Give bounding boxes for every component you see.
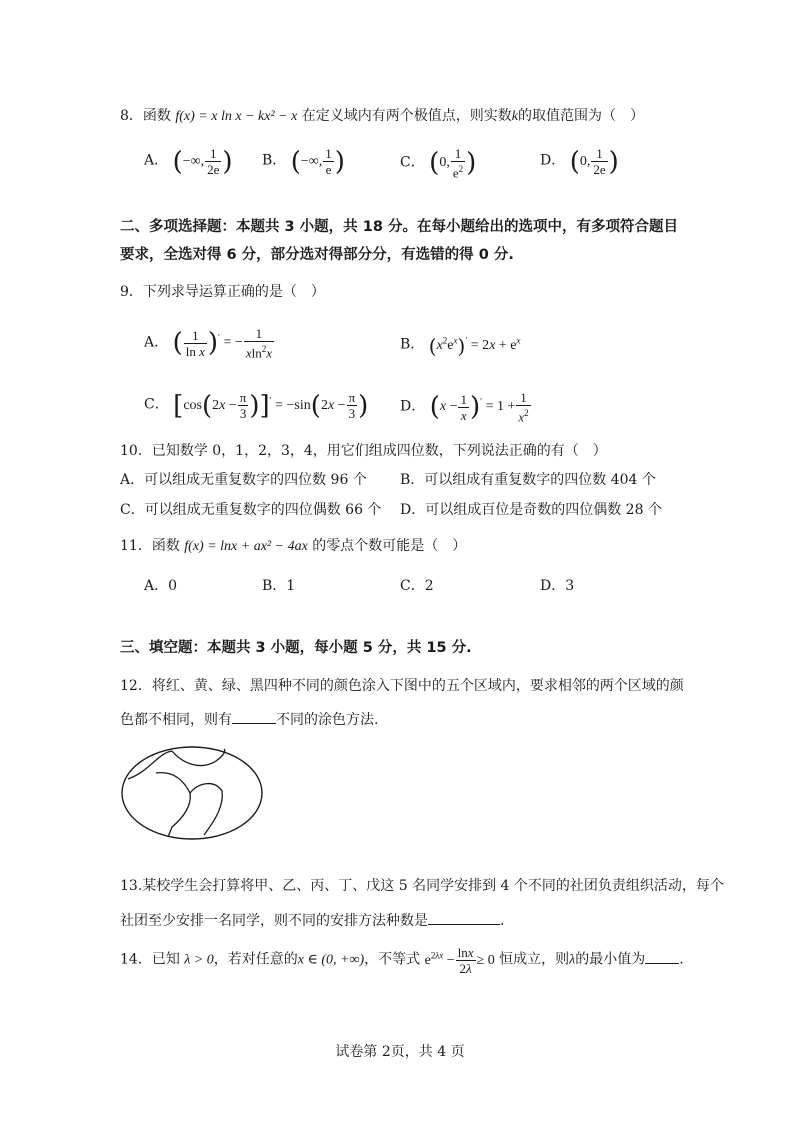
q11-formula: f(x) = lnx + ax² − 4ax — [184, 539, 308, 554]
q13-line1: 13.某校学生会打算将甲、乙、丙、丁、戊这 5 名同学安排到 4 个不同的社团负责组织活动，每个 — [120, 878, 724, 894]
region-boundary-4 — [190, 784, 222, 835]
q11-option-c: C．2 — [400, 578, 434, 594]
region-boundary-1 — [128, 751, 172, 779]
q9-option-c: C． [cos(2x − $\frac{\pi}{3}$ )]′ = −sin(2x − $\frac{\pi}{3}$ ) — [144, 390, 369, 421]
q11-option-a: A．0 — [144, 578, 178, 594]
section3-heading: 三、填空题：本题共 3 小题，每小题 5 分，共 15 分. — [120, 640, 472, 656]
q8-option-d: D． (0, $\frac{1}{2e}$ ) — [540, 146, 619, 177]
q10-option-b: B．可以组成有重复数字的四位数 404 个 — [400, 472, 656, 488]
region-boundary-2 — [156, 773, 190, 837]
q10-option-c: C．可以组成无重复数字的四位偶数 66 个 — [120, 502, 382, 518]
q14-stem: 14．已知 λ > 0，若对任意的x ∈ (0, +∞)，不等式 $e^{2\lambda x}$ − $\frac{\ln x}{2\lambda}$ ≥ 0 恒成立，则λ的最小值为 . — [120, 945, 684, 976]
q12-line2: 色都不相同，则有 不同的涂色方法. — [120, 709, 378, 730]
q13-line2: 社团至少安排一名同学，则不同的安排方法种数是 . — [120, 910, 504, 931]
q12-line1: 12．将红、黄、绿、黑四种不同的颜色涂入下图中的五个区域内，要求相邻的两个区域的颜 — [120, 678, 684, 694]
q12-answer-blank[interactable] — [232, 709, 276, 724]
q8-option-b: B． (−∞, $\frac{1}{e}$ ) — [262, 146, 345, 177]
outer-ellipse — [122, 747, 262, 839]
q9-option-d: D． (x − $\frac{1}{x}$ )′ = 1 + $\frac{1}{x^2}$ — [400, 390, 529, 425]
q9-stem: 9．下列求导运算正确的是（ ） — [120, 284, 325, 300]
q10-option-a: A．可以组成无重复数字的四位数 96 个 — [120, 472, 367, 488]
q10-stem: 10．已知数学 0，1，2，3，4，用它们组成四位数，下列说法正确的有（ ） — [120, 443, 607, 459]
q8-stem: 8．函数 f(x) = x ln x − kx² − x 在定义域内有两个极值点，则实数k的取值范围为（ ） — [120, 108, 644, 124]
q11-option-b: B．1 — [262, 578, 296, 594]
q11-stem: 11．函数 f(x) = lnx + ax² − 4ax 的零点个数可能是（ ） — [120, 538, 467, 554]
q9-option-a: A． ( $\frac{1}{\text{ln x}}$ )′ = − $\frac{1}{xln^2x}$ — [144, 326, 272, 361]
q9-option-b: B． $(x^2e^x)' = 2x + e^x$ — [400, 333, 521, 358]
section2-heading-line1: 二、多项选择题：本题共 3 小题，共 18 分。在每小题给出的选项中，有多项符合题目 — [120, 219, 678, 235]
q14-answer-blank[interactable] — [645, 949, 679, 964]
q11-option-d: D．3 — [540, 578, 575, 594]
q13-answer-blank[interactable] — [428, 910, 500, 925]
section2-heading-line2: 要求，全选对得 6 分，部分选对得部分分，有选错的得 0 分. — [120, 247, 514, 263]
q8-option-a: A． (−∞, $\frac{1}{2e}$ ) — [144, 146, 233, 177]
region-boundary-3 — [172, 749, 225, 766]
q8-option-c: C． (0, $\frac{1}{e^2}$ ) — [400, 146, 477, 181]
q10-option-d: D．可以组成百位是奇数的四位偶数 28 个 — [400, 502, 662, 518]
coloring-regions-figure — [120, 743, 270, 843]
q8-formula: f(x) = x ln x − kx² − x — [175, 109, 298, 124]
page-footer: 试卷第 2页，共 4 页 — [335, 1044, 465, 1060]
